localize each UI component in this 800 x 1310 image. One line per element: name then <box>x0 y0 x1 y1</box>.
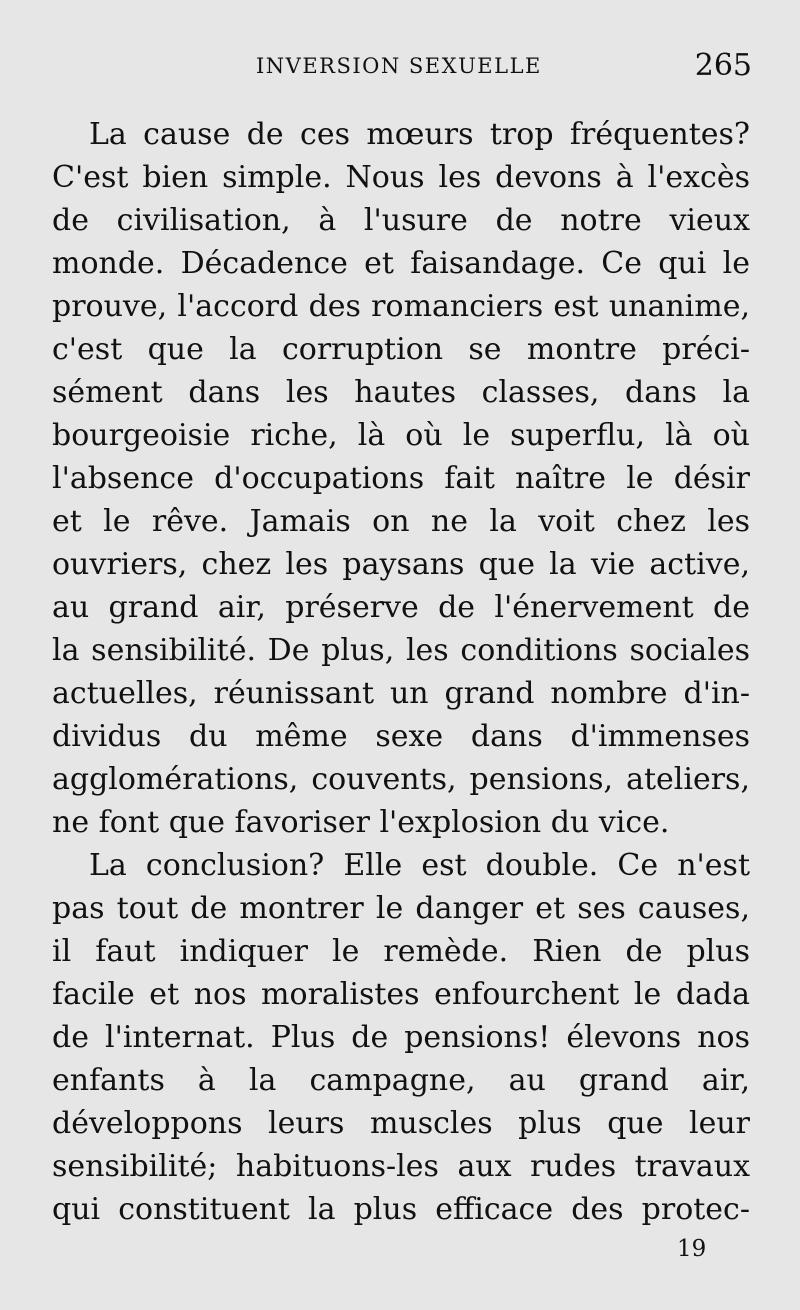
text-line: pas tout de montrer le danger et ses causes, <box>52 891 750 926</box>
text-line: l'absence d'occupations fait naître le désir <box>52 461 750 496</box>
text-line: il faut indiquer le remède. Rien de plus <box>52 934 750 969</box>
text-line: la sensibilité. De plus, les conditions sociales <box>52 633 750 668</box>
text-line: bourgeoisie riche, là où le superflu, là où <box>52 418 750 453</box>
text-line: La cause de ces mœurs trop fréquentes? <box>89 117 750 152</box>
running-head <box>0 48 800 88</box>
running-title: INVERSION SEXUELLE <box>256 54 542 78</box>
page-number: 265 <box>694 48 752 83</box>
text-line: monde. Décadence et faisandage. Ce qui le <box>52 246 750 281</box>
text-line: de civilisation, à l'usure de notre vieux <box>52 203 750 238</box>
text-line: prouve, l'accord des romanciers est unanime, <box>52 289 750 324</box>
text-line: ne font que favoriser l'explosion du vice. <box>52 805 670 840</box>
text-line: au grand air, préserve de l'énervement de <box>52 590 750 625</box>
text-line: développons leurs muscles plus que leur <box>52 1106 750 1141</box>
text-line: ouvriers, chez les paysans que la vie active, <box>52 547 750 582</box>
text-line: dividus du même sexe dans d'immenses <box>52 719 750 754</box>
body-text <box>52 113 750 1231</box>
text-line: de l'internat. Plus de pensions! élevons nos <box>52 1020 750 1055</box>
text-line: enfants à la campagne, au grand air, <box>52 1063 750 1098</box>
text-line: La conclusion? Elle est double. Ce n'est <box>89 848 750 883</box>
text-line: agglomérations, couvents, pensions, ateliers, <box>52 762 750 797</box>
signature-mark: 19 <box>677 1236 707 1262</box>
text-line: sensibilité; habituons-les aux rudes travaux <box>52 1149 750 1184</box>
text-line: et le rêve. Jamais on ne la voit chez les <box>52 504 750 539</box>
text-line: facile et nos moralistes enfourchent le dada <box>52 977 750 1012</box>
text-line: actuelles, réunissant un grand nombre d'in- <box>52 676 750 711</box>
text-line: c'est que la corruption se montre préci- <box>52 332 750 367</box>
text-line: qui constituent la plus efficace des protec- <box>52 1192 750 1227</box>
text-line: C'est bien simple. Nous les devons à l'excès <box>52 160 750 195</box>
text-line: sément dans les hautes classes, dans la <box>52 375 750 410</box>
